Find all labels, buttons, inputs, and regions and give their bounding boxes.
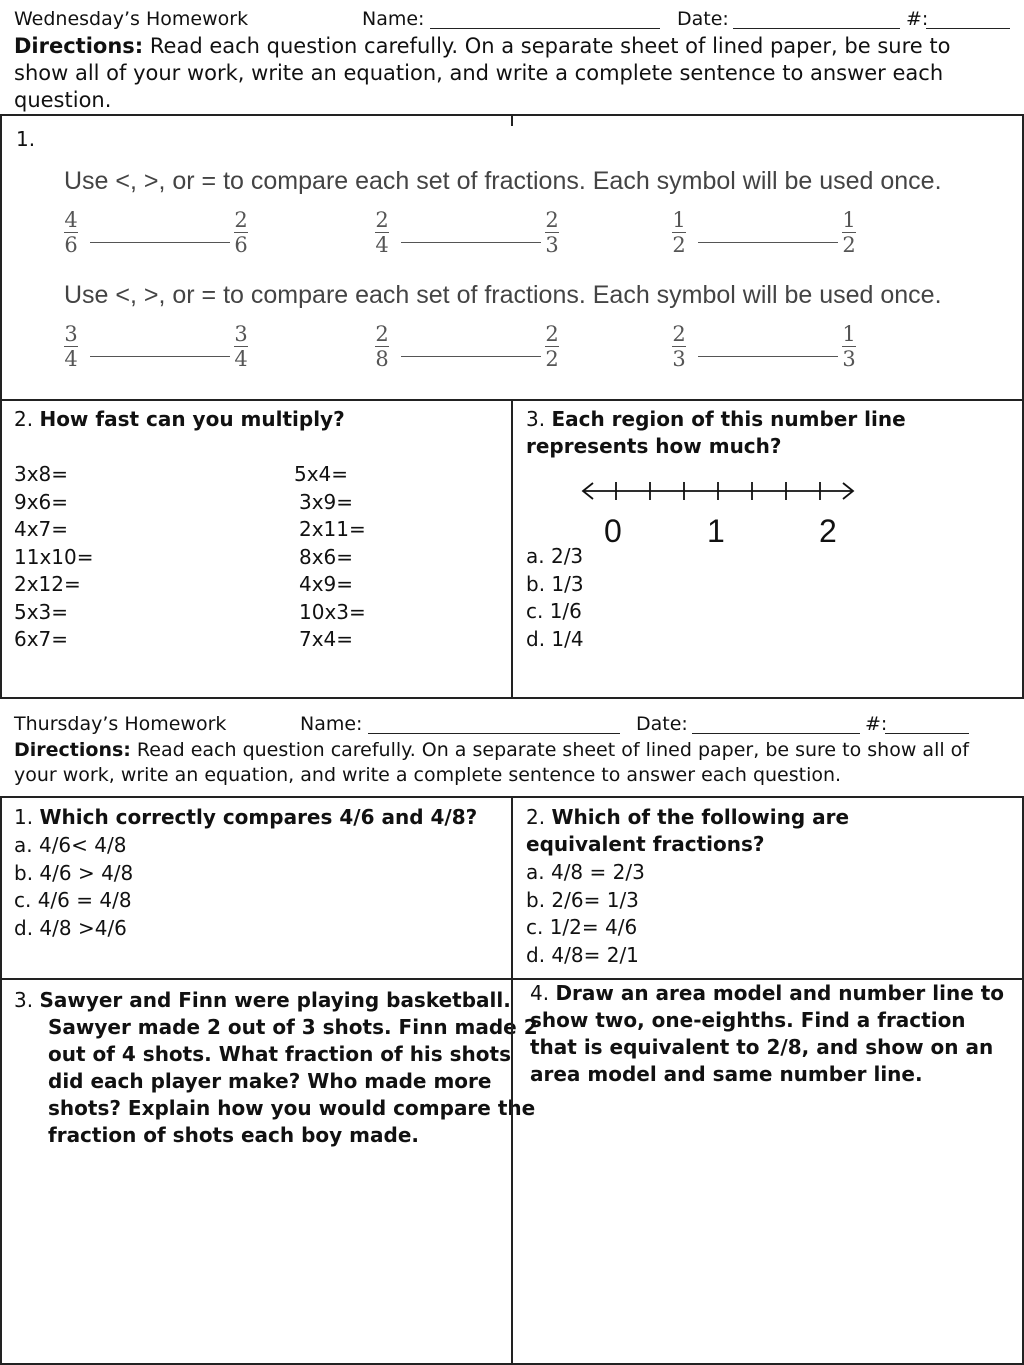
- right-fraction: [234, 209, 248, 256]
- directions: [14, 738, 1004, 788]
- question-number: 3.: [526, 407, 546, 431]
- question-text: Which correctly compares 4/6 and 4/8?: [39, 805, 478, 829]
- right-fraction: [545, 323, 559, 370]
- answer-option[interactable]: c. 1/6: [526, 599, 582, 623]
- numerator: 2: [375, 208, 389, 232]
- answer-option[interactable]: d. 4/8 >4/6: [14, 915, 127, 940]
- denominator: 4: [64, 347, 78, 371]
- denominator: 8: [375, 347, 389, 371]
- numerator: 2: [545, 322, 559, 346]
- answer-options: [526, 543, 584, 653]
- directions-text: Read each question carefully. On a separate sheet of lined paper, be sure to show all of your work, write an equation, and write a complete sentence to answer each question.: [14, 739, 969, 786]
- question-text: How fast can you multiply?: [39, 407, 345, 431]
- multiplication-item: 4x7=: [14, 517, 69, 541]
- answer-option[interactable]: c. 4/6 = 4/8: [14, 888, 132, 912]
- denominator: 2: [545, 347, 559, 371]
- denominator: 4: [375, 233, 389, 257]
- question-number: 2.: [526, 805, 546, 829]
- question-2-title: [526, 804, 886, 858]
- answer-option[interactable]: a. 4/8 = 2/3: [526, 860, 645, 884]
- date-field[interactable]: [692, 733, 860, 734]
- denominator: 3: [545, 233, 559, 257]
- answer-option[interactable]: a. 4/6< 4/8: [14, 833, 127, 857]
- thursday-question-3-box: [0, 978, 538, 1365]
- numerator: 2: [545, 208, 559, 232]
- comparison-blank[interactable]: [90, 242, 230, 243]
- multiplication-item: 11x10=: [14, 544, 94, 569]
- directions-label: Directions:: [14, 739, 131, 761]
- numerator: 4: [64, 208, 78, 232]
- question-text: Draw an area model and number line to show two, one-eighths. Find a fraction that is equivalent to 2/8, and show on an area model and same number line.: [530, 981, 1005, 1086]
- numerator: 2: [672, 322, 686, 346]
- comparison-blank[interactable]: [90, 356, 230, 357]
- compare-prompt-2: Use <, >, or = to compare each set of fractions. Each symbol will be used once.: [64, 281, 942, 309]
- multiplication-item: 9x6=: [14, 489, 69, 514]
- numerator: 3: [234, 322, 248, 346]
- left-fraction: [64, 209, 78, 256]
- denominator: 6: [64, 233, 78, 257]
- number-field[interactable]: [885, 733, 969, 734]
- question-number: 4.: [530, 981, 550, 1005]
- numerator: 1: [672, 208, 686, 232]
- right-fraction: [545, 209, 559, 256]
- question-text: Which of the following are equivalent fractions?: [526, 805, 850, 856]
- thursday-question-1-box: [0, 796, 513, 980]
- answer-options: [526, 859, 645, 969]
- thursday-question-4-box: [511, 978, 1024, 1365]
- right-fraction: [842, 209, 856, 256]
- question-number: 3.: [14, 988, 34, 1012]
- numerator: 1: [842, 322, 856, 346]
- multiplication-left-column: [14, 461, 94, 654]
- comparison-blank[interactable]: [401, 242, 541, 243]
- answer-option[interactable]: d. 4/8= 2/1: [526, 942, 639, 967]
- name-label: Name:: [362, 8, 425, 30]
- numerator: 3: [64, 322, 78, 346]
- question-3-box: [511, 399, 1024, 699]
- multiplication-item: 8x6=: [299, 544, 354, 569]
- number-line-label-1: 1: [707, 513, 725, 549]
- number-label: #:: [906, 8, 929, 30]
- denominator: 3: [842, 347, 856, 371]
- question-3-title: [14, 987, 538, 1149]
- name-label: Name:: [300, 713, 363, 735]
- thursday-question-2-box: [511, 796, 1024, 980]
- name-field[interactable]: [368, 733, 620, 734]
- date-label: Date:: [677, 8, 729, 30]
- left-fraction: [64, 323, 78, 370]
- thursday-title: Thursday’s Homework: [14, 713, 227, 735]
- answer-option[interactable]: b. 1/3: [526, 571, 584, 596]
- multiplication-right-column: [294, 461, 366, 654]
- question-4-title: [530, 980, 1010, 1088]
- denominator: 2: [672, 233, 686, 257]
- date-label: Date:: [636, 713, 688, 735]
- comparison-blank[interactable]: [698, 242, 838, 243]
- question-text: Sawyer and Finn were playing basketball. Sawyer made 2 out of 3 shots. Finn made 2 out of 4 shots. What fraction of his shots did each player make? Who made more shots? Explain how you would compare the fraction of shots each boy made.: [39, 988, 538, 1147]
- answer-option[interactable]: b. 2/6= 1/3: [526, 887, 639, 912]
- comparison-blank[interactable]: [401, 356, 541, 357]
- multiplication-item: 6x7=: [14, 627, 69, 651]
- left-fraction: [672, 209, 686, 256]
- right-fraction: [234, 323, 248, 370]
- question-1-box: [0, 114, 1024, 401]
- directions: [14, 33, 1009, 114]
- answer-option[interactable]: c. 1/2= 4/6: [526, 915, 638, 939]
- multiplication-item: 10x3=: [299, 599, 366, 624]
- answer-option[interactable]: d. 1/4: [526, 626, 584, 651]
- denominator: 4: [234, 347, 248, 371]
- number-line: [579, 477, 859, 505]
- answer-option[interactable]: a. 2/3: [526, 544, 584, 568]
- multiplication-item: 4x9=: [299, 572, 354, 596]
- question-number: 2.: [14, 407, 34, 431]
- multiplication-item: 2x12=: [14, 572, 81, 596]
- answer-options: [14, 832, 133, 942]
- directions-label: Directions:: [14, 34, 144, 58]
- multiplication-item: 3x9=: [299, 489, 354, 514]
- question-3-title: [526, 406, 996, 460]
- number-line-label-2: 2: [819, 513, 837, 549]
- left-fraction: [375, 323, 389, 370]
- comparison-blank[interactable]: [698, 356, 838, 357]
- date-field[interactable]: [733, 28, 900, 29]
- question-2-box: [0, 399, 513, 699]
- number-label: #:: [865, 713, 888, 735]
- answer-option[interactable]: b. 4/6 > 4/8: [14, 860, 134, 885]
- multiplication-item: 7x4=: [299, 627, 354, 651]
- numerator: 2: [375, 322, 389, 346]
- denominator: 2: [842, 233, 856, 257]
- multiplication-item: 2x11=: [299, 517, 366, 541]
- compare-prompt-1: Use <, >, or = to compare each set of fractions. Each symbol will be used once.: [64, 167, 942, 195]
- right-fraction: [842, 323, 856, 370]
- divider-tick: [511, 114, 513, 126]
- numerator: 2: [234, 208, 248, 232]
- number-line-label-0: 0: [604, 513, 622, 549]
- question-1-title: [14, 804, 509, 831]
- multiplication-item: 5x3=: [14, 599, 69, 624]
- name-field[interactable]: [430, 28, 660, 29]
- multiplication-item: 3x8=: [14, 462, 69, 486]
- question-number: 1.: [16, 127, 36, 151]
- left-fraction: [672, 323, 686, 370]
- directions-text: Read each question carefully. On a separate sheet of lined paper, be sure to show all of your work, write an equation, and write a complete sentence to answer each question.: [14, 34, 951, 112]
- left-fraction: [375, 209, 389, 256]
- multiplication-item: 5x4=: [294, 462, 349, 486]
- numerator: 1: [842, 208, 856, 232]
- denominator: 6: [234, 233, 248, 257]
- question-text: Each region of this number line represents how much?: [526, 407, 906, 458]
- question-number: 1.: [14, 805, 34, 829]
- number-field[interactable]: [926, 28, 1010, 29]
- denominator: 3: [672, 347, 686, 371]
- wednesday-title: Wednesday’s Homework: [14, 8, 249, 30]
- question-2-title: [14, 406, 504, 433]
